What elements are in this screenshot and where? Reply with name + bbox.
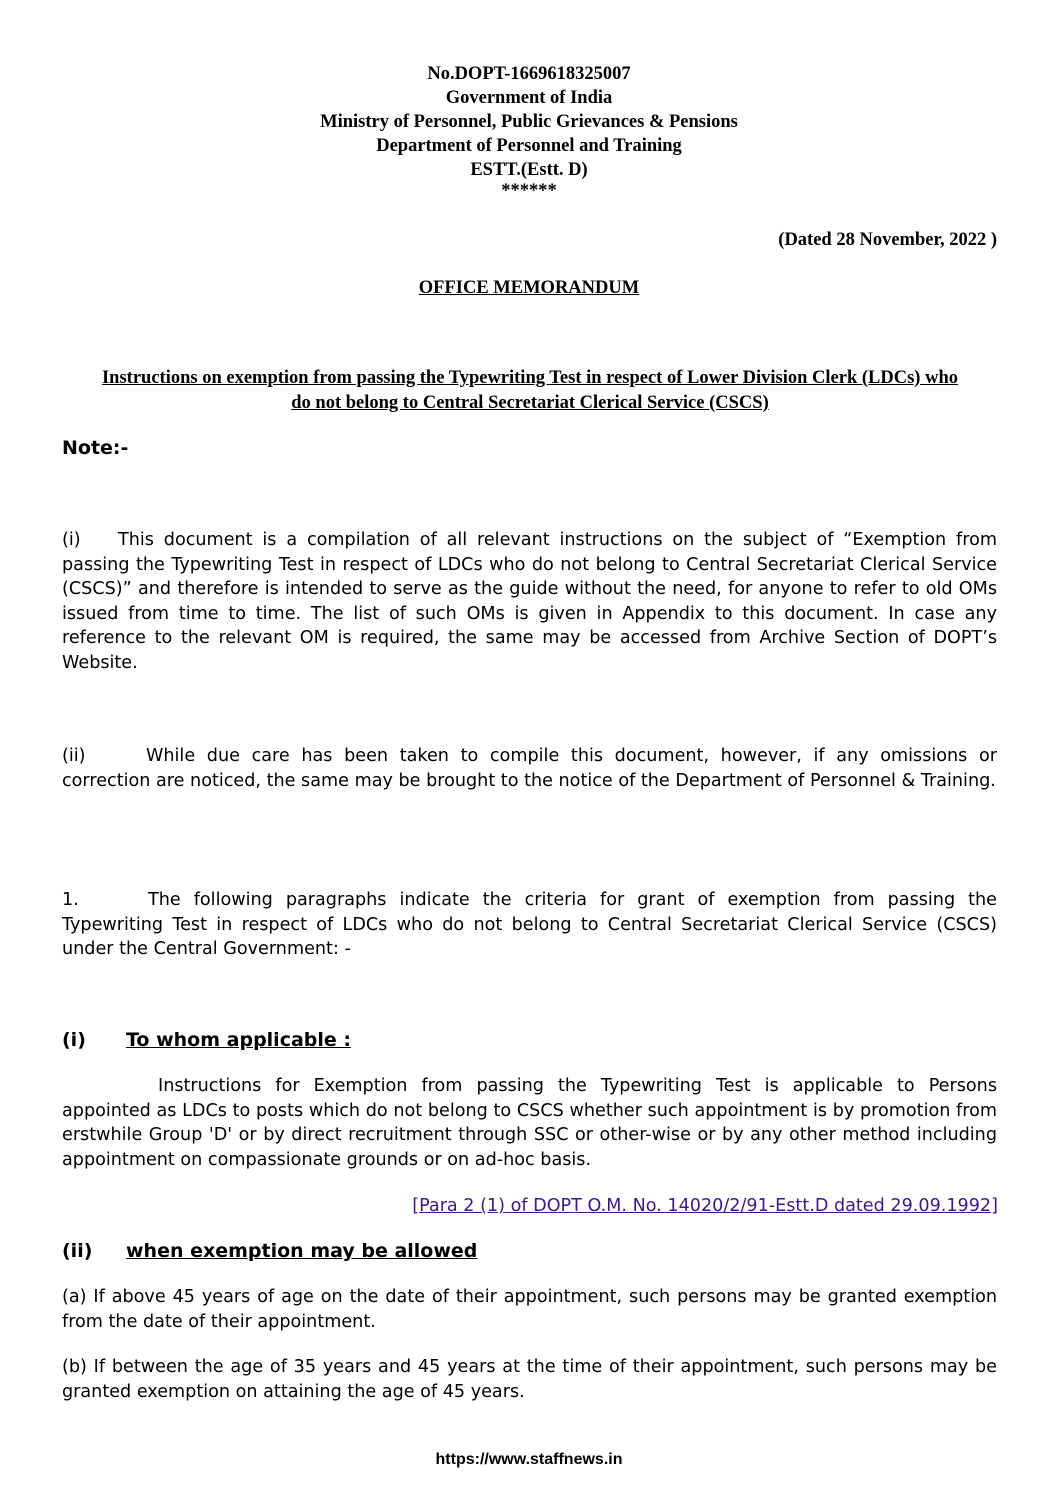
item-a: (a) If above 45 years of age on the date of their appointment, such persons may be granted exemption from the date of their appointment. [62,1287,997,1332]
section-number: (ii) [62,1240,93,1262]
reference-link-text[interactable]: [Para 2 (1) of DOPT O.M. No. 14020/2/91-Estt.D dated 29.09.1992] [412,1196,998,1216]
paragraph-text: The following paragraphs indicate the criteria for grant of exemption from passing the Typewriting Test in respect of LDCs who do not belong to Central Secretariat Clerical Service (CSCS) under the Central Government: - [62,890,997,959]
section-heading: To whom applicable : [126,1029,351,1051]
note-number: (i) [62,530,81,550]
paragraph-number: 1. [62,890,79,910]
note-text: This document is a compilation of all relevant instructions on the subject of “Exemption from passing the Typewriting Test in respect of LDCs who do not belong to Central Secretariat Clerical Service (CSCS)” and therefore is intended to serve as the guide without the need, for anyone to refer to old OMs issued from time to time. The list of such OMs is given in Appendix to this document. In case any reference to the relevant OM is required, the same may be accessed from Archive Section of DOPT’s Website. [62,530,997,673]
section-ii-heading [62,1239,997,1264]
footer-url[interactable]: https://www.staffnews.in [435,1451,623,1468]
note-text: While due care has been taken to compile this document, however, if any omissions or correction are noticed, the same may be brought to the notice of the Department of Personnel & Training. [62,746,997,791]
note-ii [62,744,997,793]
date: (Dated 28 November, 2022 ) [778,230,997,250]
subject: Instructions on exemption from passing the Typewriting Test in respect of Lower Division Clerk (LDCs) who do not belong to Central Secretariat Clerical Service (CSCS) [101,368,958,413]
section-i-heading [62,1028,997,1053]
document-number: No.DOPT-1669618325007 [427,64,631,84]
paragraph-1 [62,888,997,962]
reference-link[interactable] [412,1194,998,1219]
letterhead [0,62,1058,200]
ministry: Ministry of Personnel, Public Grievances & Pensions [320,112,738,132]
department: Department of Personnel and Training [376,136,682,156]
stars-divider: ****** [501,181,557,201]
section-heading: when exemption may be allowed [126,1240,478,1262]
note-number: (ii) [62,746,86,766]
section-number: (i) [62,1029,86,1051]
section-i-text: Instructions for Exemption from passing the Typewriting Test is applicable to Persons appointed as LDCs to posts which do not belong to CSCS whether such appointment is by promotion from erstwhile Group 'D' or by direct recruitment through SSC or other-wise or by any other method including appointment on compassionate grounds or on ad-hoc basis. [62,1076,997,1170]
section: ESTT.(Estt. D) [470,160,588,180]
note-label: Note:- [62,437,129,459]
page-title: OFFICE MEMORANDUM [418,278,640,298]
item-b: (b) If between the age of 35 years and 45 years at the time of their appointment, such persons may be granted exemption on attaining the age of 45 years. [62,1357,997,1402]
note-i [62,528,997,675]
government: Government of India [445,88,613,108]
